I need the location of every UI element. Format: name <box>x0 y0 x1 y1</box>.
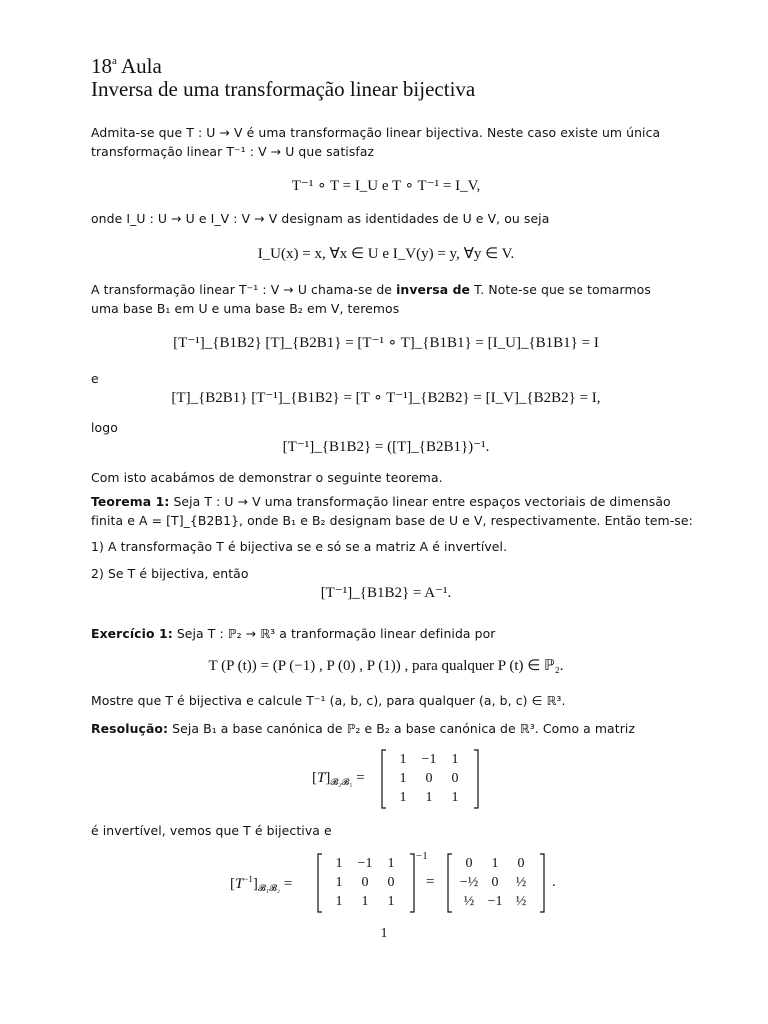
matrix-inv-right-cells <box>456 854 536 911</box>
matrix-A-cell: 1 <box>335 856 343 871</box>
matrix-A-cell: 1 <box>387 856 395 871</box>
paragraph-definition-line1 <box>91 280 701 299</box>
equation-theorem-inverse: [T⁻¹]_{B1B2} = A⁻¹. <box>320 585 452 601</box>
theorem-text: Seja T : U → V uma transformação linear entre espaços vectoriais de dimensão <box>173 494 671 509</box>
theorem-item-2: 2) Se T é bijectiva, então <box>91 566 249 581</box>
exercise-line2: Mostre que T é bijectiva e calcule T⁻¹ (a, b, c), para qualquer (a, b, c) ∈ ℝ³. <box>91 693 566 708</box>
matrix-inv-cell: ½ <box>463 894 475 909</box>
matrix-inv-left-cells <box>326 854 406 911</box>
matrix-A-cell: 1 <box>451 752 459 767</box>
definition-text-post: T. Note-se que se tomarmos <box>474 282 651 297</box>
matrix-inv-cell: 1 <box>491 856 499 871</box>
definition-bold-term: inversa de <box>396 282 471 297</box>
matrix-A-row <box>326 854 406 873</box>
matrix-inv-row <box>456 854 536 873</box>
matrix-A-cell: 1 <box>387 894 395 909</box>
paragraph-conclusion: Com isto acabámos de demonstrar o seguinte teorema. <box>91 470 443 485</box>
matrix-inv-cell: 0 <box>491 875 499 890</box>
word-e: e <box>91 371 99 386</box>
matrix-inv-exponent: −1 <box>416 850 428 862</box>
paragraph-invertible: é invertível, vemos que T é bijectiva e <box>91 823 332 838</box>
resolution-label: Resolução: <box>91 721 169 736</box>
matrix-A-cell: 0 <box>451 771 459 786</box>
matrix-A-cell: 1 <box>451 790 459 805</box>
matrix-inv-row <box>456 873 536 892</box>
equation-identity-maps: I_U(x) = x, ∀x ∈ U e I_V(y) = y, ∀y ∈ V. <box>257 246 515 262</box>
matrix-A-cell: 0 <box>387 875 395 890</box>
equation-inverse-identity: T⁻¹ ∘ T = I_U e T ∘ T⁻¹ = I_V, <box>291 178 481 194</box>
matrix-inv-lhs: $[T^{-1}]_{𝓑_1𝓑_2}$ = <box>230 874 293 893</box>
matrix-A-cell: 1 <box>335 894 343 909</box>
theorem-line2: finita e A = [T]_{B2B1}, onde B₁ e B₂ designam base de U e V, respectivamente. Então tem-se: <box>91 513 693 528</box>
matrix-A-cell: 1 <box>425 790 433 805</box>
lesson-number-superscript: a <box>112 55 117 67</box>
theorem-line1 <box>91 492 701 511</box>
equation-product-2: [T]_{B2B1} [T⁻¹]_{B1B2} = [T ∘ T⁻¹]_{B2B2} = [I_V]_{B2B2} = I, <box>171 390 601 406</box>
exercise-text: Seja T : ℙ₂ → ℝ³ a tranformação linear definida por <box>176 626 496 641</box>
matrix-A-row <box>326 892 406 911</box>
matrix-inv-cell: ½ <box>515 875 527 890</box>
exercise-label: Exercício 1: <box>91 626 173 641</box>
lesson-title <box>91 48 162 79</box>
matrix-inv-equals: = <box>426 874 435 890</box>
matrix-A-cell: −1 <box>421 752 437 767</box>
matrix-A-row <box>390 788 470 807</box>
matrix-inv-cell: −½ <box>459 875 479 890</box>
equation-product-1: [T⁻¹]_{B1B2} [T]_{B2B1} = [T⁻¹ ∘ T]_{B1B1} = [I_U]_{B1B1} = I <box>173 335 599 351</box>
matrix-A-cell: 0 <box>425 771 433 786</box>
matrix-A-cells <box>390 750 470 807</box>
matrix-A-cell: 1 <box>399 790 407 805</box>
matrix-A-cell: 1 <box>335 875 343 890</box>
exercise-line1 <box>91 624 701 643</box>
matrix-A-lhs: $[T]_{𝓑_2𝓑_1}$ = <box>312 770 365 787</box>
matrix-inv-cell: ½ <box>515 894 527 909</box>
theorem-item-1: 1) A transformação T é bijectiva se e só se a matriz A é invertível. <box>91 539 508 554</box>
paragraph-intro-line1: Admita-se que T : U → V é uma transformação linear bijectiva. Neste caso existe um única <box>91 125 661 140</box>
resolution-line1 <box>91 719 701 738</box>
matrix-inv-cell: 0 <box>465 856 473 871</box>
page-number: 1 <box>380 926 388 941</box>
paragraph-intro-line2: transformação linear T⁻¹ : V → U que satisfaz <box>91 144 375 159</box>
theorem-label: Teorema 1: <box>91 494 170 509</box>
word-logo: logo <box>91 420 118 435</box>
matrix-A-cell: 0 <box>361 875 369 890</box>
equation-transformation: T (P (t)) = (P (−1) , P (0) , P (1)) , para qualquer P (t) ∈ ℙ₂. <box>208 658 564 674</box>
matrix-inv-period: . <box>552 874 556 890</box>
matrix-A-row <box>390 769 470 788</box>
matrix-A-cell: −1 <box>357 856 373 871</box>
lesson-word: Aula <box>120 54 162 78</box>
matrix-inv-cell: −1 <box>487 894 503 909</box>
lesson-subtitle: Inversa de uma transformação linear bijectiva <box>91 77 476 101</box>
matrix-A-cell: 1 <box>399 771 407 786</box>
definition-text-pre: A transformação linear T⁻¹ : V → U chama-se de <box>91 282 393 297</box>
paragraph-identities: onde I_U : U → U e I_V : V → V designam as identidades de U e V, ou seja <box>91 211 550 226</box>
matrix-A-cell: 1 <box>361 894 369 909</box>
paragraph-definition-line2: uma base B₁ em U e uma base B₂ em V, teremos <box>91 301 400 316</box>
matrix-A-row <box>326 873 406 892</box>
matrix-inv-row <box>456 892 536 911</box>
lesson-number: 18 <box>91 54 112 78</box>
matrix-inv-cell: 0 <box>517 856 525 871</box>
resolution-text: Seja B₁ a base canónica de ℙ₂ e B₂ a base canónica de ℝ³. Como a matriz <box>172 721 636 736</box>
matrix-A-row <box>390 750 470 769</box>
matrix-A-cell: 1 <box>399 752 407 767</box>
equation-inverse-matrix: [T⁻¹]_{B1B2} = ([T]_{B2B1})⁻¹. <box>282 439 490 455</box>
